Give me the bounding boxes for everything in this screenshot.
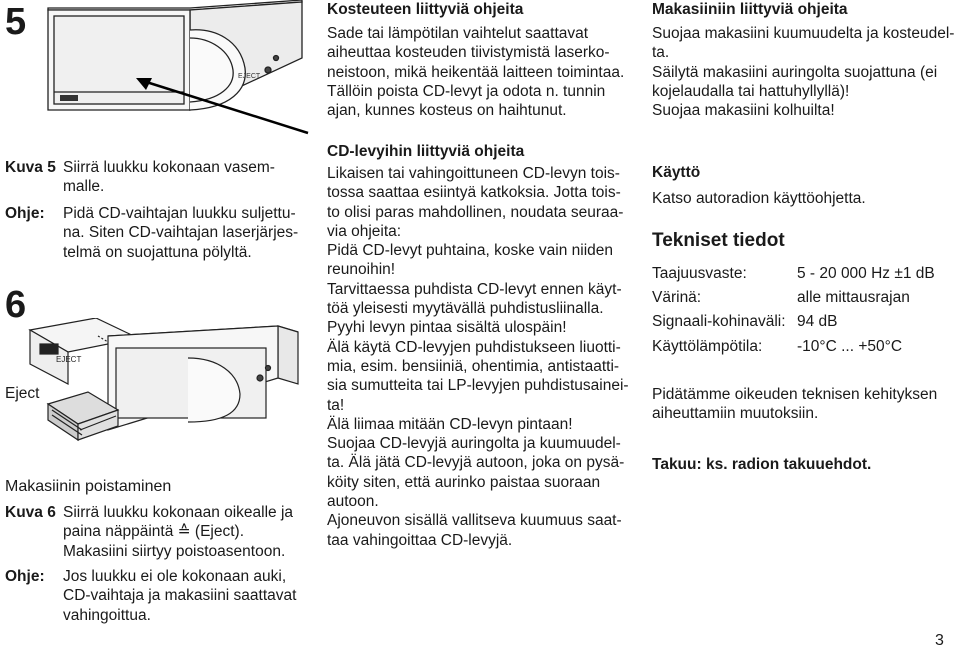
cd-line-18: autoon. [327,493,379,511]
svg-text:EJECT: EJECT [238,73,261,80]
cd-line-1: Likaisen tai vahingoittuneen CD-levyn tois- [327,165,620,182]
cd-line-4: via ohjeita: [327,222,402,240]
rights-line-1: Pidätämme oikeuden teknisen kehityksen [652,386,938,403]
magazine-line-5: Suojaa makasiini kolhuilta! [652,102,835,120]
usage-heading: Käyttö [652,164,701,181]
cd-line-20: taa vahingoittaa CD-levyjä. [327,531,513,549]
tech-heading: Tekniset tiedot [652,230,785,251]
cd-heading: CD-levyihin liittyviä ohjeita [327,143,525,160]
cd-line-12: sia sumutteita tai LP-levyjen puhdistusainei- [327,377,629,395]
cd-line-10: Älä käytä CD-levyjen puhdistukseen liuotti- [327,338,621,356]
tech-spec-value: 94 dB [797,313,838,330]
kuva-5-label: Kuva 5 [5,159,56,176]
ohje-2-line-2: CD-vaihtaja ja makasiini saattavat [63,587,297,605]
figure-6-eject-text: EJECT [56,355,82,364]
cd-line-19: Ajoneuvon sisällä vallitseva kuumuus saat- [327,512,622,530]
cd-line-13: ta! [327,396,345,414]
tech-spec-value: -10°C ... +50°C [797,338,903,355]
moisture-line-5: ajan, kunnes kosteus on haihtunut. [327,102,567,120]
kuva-6-text [63,503,293,561]
cd-line-2: tossa saattaa esiintyä katkoksia. Jotta tois- [327,184,621,202]
ohje-1-line-3: telmä on suojattuna pölyltä. [63,243,252,261]
ohje-2-line-1: Jos luukku ei ole kokonaan auki, [63,568,287,585]
magazine-heading: Makasiiniin liittyviä ohjeita [652,1,848,18]
kuva-5-text [63,158,275,197]
rights-line-2: aiheuttamiin muutoksiin. [652,405,819,423]
kuva-6-line-1: Siirrä luukku kokonaan oikealle ja [63,504,294,521]
figure-6-eject-illustration [28,318,318,458]
page-number: 3 [935,632,944,649]
ohje-1-label: Ohje: [5,205,45,222]
moisture-line-4: Tällöin poista CD-levyt ja odota n. tunnin [327,82,606,100]
cd-line-8: töä yleisesti myytävällä puhdistusliinalla. [327,300,604,318]
ohje-2-label: Ohje: [5,568,45,585]
tech-spec-value: alle mittausrajan [797,289,910,306]
magazine-line-1: Suojaa makasiini kuumuudelta ja kosteudel- [652,25,955,42]
cd-line-11: mia, esim. bensiiniä, ohentimia, antistaatti- [327,357,620,375]
magazine-line-3: Säilytä makasiini auringolta suojattuna (ei [652,63,938,81]
step-6-number: 6 [5,284,27,326]
rights-text [652,385,937,424]
cd-line-15: Suojaa CD-levyjä auringolta ja kuumuudel- [327,435,621,453]
ohje-2-text [63,567,296,625]
ohje-1-line-2: na. Siten CD-vaihtajan laserjärjes- [63,224,299,242]
magazine-line-2: ta. [652,44,670,62]
figure-5-cd-changer-illustration [40,0,312,135]
removal-heading: Makasiinin poistaminen [5,478,172,495]
tech-spec-key: Taajuusvaste: [652,265,747,282]
cd-line-7: Tarvittaessa puhdista CD-levyt ennen käyt- [327,280,622,298]
cd-text [327,164,637,550]
ohje-1-line-1: Pidä CD-vaihtajan luukku suljettu- [63,205,296,222]
cd-line-14: Älä liimaa mitään CD-levyn pintaan! [327,415,573,433]
step-5-number: 5 [5,1,27,43]
moisture-line-2: aiheuttaa kosteuden tiivistymistä laserko- [327,44,610,62]
tech-spec-key: Käyttölämpötila: [652,338,763,355]
kuva-6-line-2: paina näppäintä ≙ (Eject). [63,523,245,541]
moisture-line-1: Sade tai lämpötilan vaihtelut saattavat [327,25,589,42]
warranty-text: Takuu: ks. radion takuuehdot. [652,456,872,473]
cd-line-17: köity siten, että aurinko paistaa suoraan [327,473,601,491]
kuva-6-line-3: Makasiini siirtyy poistoasentoon. [63,542,286,560]
kuva-5-line-2: malle. [63,178,105,196]
cd-line-6: reunoihin! [327,261,396,279]
cd-line-9: Pyyhi levyn pintaa sisältä ulospäin! [327,319,567,337]
moisture-heading: Kosteuteen liittyviä ohjeita [327,1,524,18]
usage-text: Katso autoradion käyttöohjetta. [652,190,866,207]
kuva-6-label: Kuva 6 [5,504,56,521]
magazine-text [652,24,957,120]
tech-spec-key: Värinä: [652,289,702,306]
tech-spec-value: 5 - 20 000 Hz ±1 dB [797,265,935,282]
cd-line-3: to olisi paras mahdollinen, noudata seuraa- [327,203,624,221]
cd-line-16: ta. Älä jätä CD-levyjä autoon, joka on pysä- [327,454,625,472]
ohje-2-line-3: vahingoittua. [63,606,151,624]
eject-label: Eject [5,385,40,402]
cd-line-5: Pidä CD-levyt puhtaina, koske vain niiden [327,242,614,260]
magazine-line-4: kojelaudalla tai hattuhyllyllä)! [652,82,850,100]
tech-spec-key: Signaali-kohinaväli: [652,313,786,330]
moisture-text [327,24,637,120]
moisture-line-3: neistoon, mikä heikentää laitteen toimintaa. [327,63,625,81]
kuva-5-line-1: Siirrä luukku kokonaan vasem- [63,159,275,176]
ohje-1-text [63,204,298,262]
